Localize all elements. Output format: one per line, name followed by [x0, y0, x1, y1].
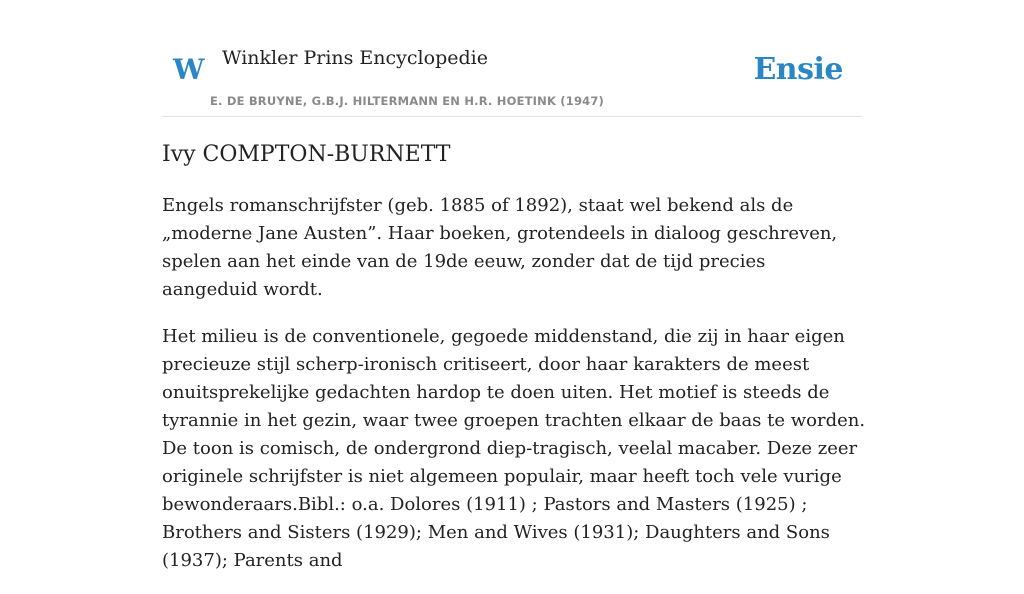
- source-title[interactable]: Winkler Prins Encyclopedie: [222, 47, 488, 69]
- source-logo[interactable]: W: [173, 53, 205, 86]
- source-authors: E. DE BRUYNE, G.B.J. HILTERMANN EN H.R. HOETINK (1947): [210, 94, 605, 108]
- brand-logo[interactable]: Ensie: [753, 52, 843, 87]
- header: [162, 0, 862, 117]
- article-paragraph-2: Het milieu is de conventionele, gegoede middenstand, die zij in haar eigen precieuze stijl scherp-ironisch critiseert, door haar karakters de meest onuitsprekelijke gedachten hardop te doen uiten. Het motief is steeds de tyrannie in het gezin, waar twee groepen trachten elkaar de baas te worden. De toon is comisch, de ondergrond diep-tragisch, veelal macaber. Deze zeer originele schrijfster is niet algemeen populair, maar heeft toch vele vurige bewonderaars.Bibl.: o.a. Dolores (1911) ; Pastors and Masters (1925) ; Brothers and Sisters (1929); Men and Wives (1931); Daughters and Sons (1937); Parents and: [162, 326, 866, 571]
- article-paragraph-1: Engels romanschrijfster (geb. 1885 of 1892), staat wel bekend als de „moderne Jane Austen”. Haar boeken, grotendeels in dialoog geschreven, spelen aan het einde van de 19de eeuw, zonder dat de tijd precies aangeduid wordt.: [162, 195, 838, 300]
- article-title: Ivy COMPTON-BURNETT: [162, 142, 451, 167]
- article-body: [162, 192, 866, 594]
